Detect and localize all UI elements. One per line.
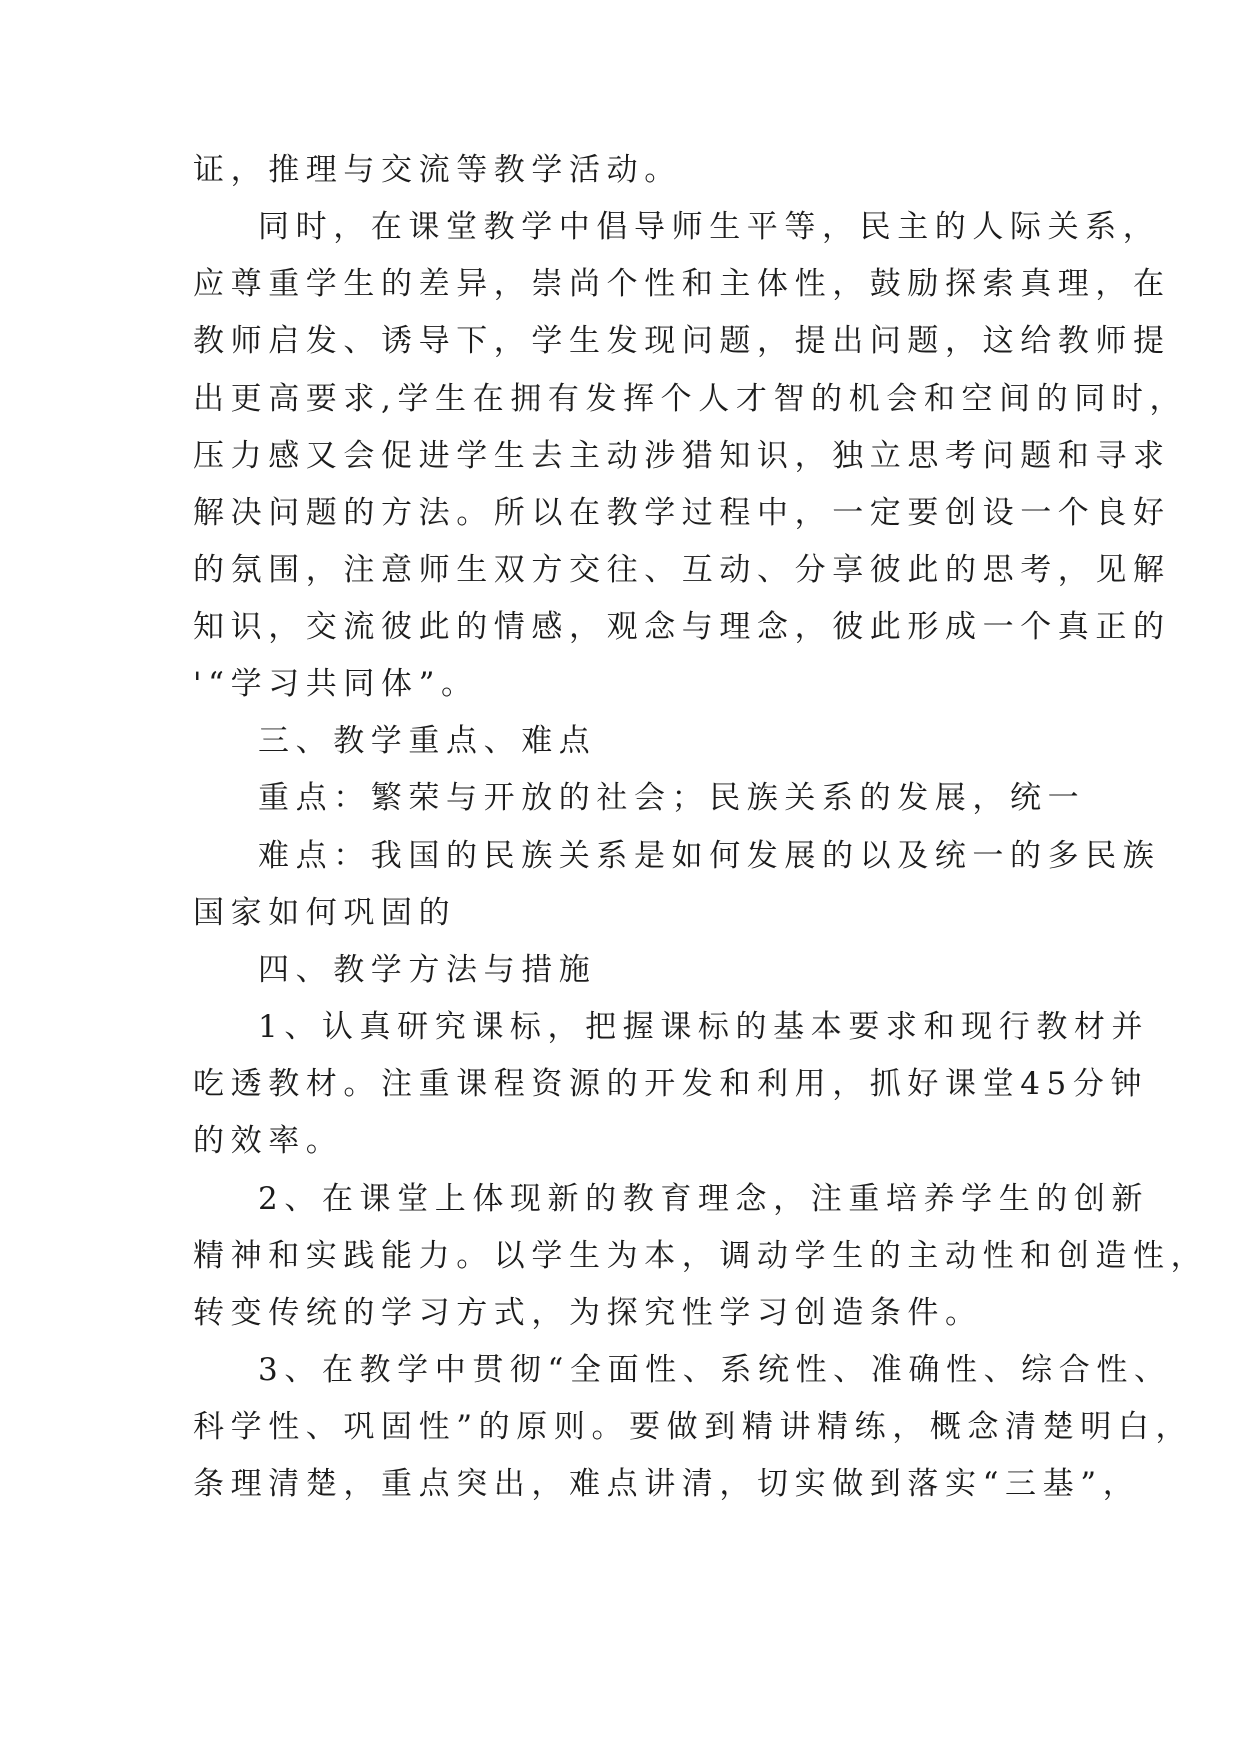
text-line: 解决问题的方法。所以在教学过程中，一定要创设一个良好 [193, 495, 1171, 531]
section-heading: 四、教学方法与措施 [258, 952, 597, 988]
text-line: 教师启发、诱导下，学生发现问题，提出问题，这给教师提 [193, 323, 1171, 359]
text-line: 3、在教学中贯彻“全面性、系统性、准确性、综合性、 [258, 1352, 1172, 1388]
text-line: 的氛围，注意师生双方交往、互动、分享彼此的思考，见解 [193, 552, 1171, 588]
text-line: 的效率。 [193, 1123, 344, 1159]
text-line: 条理清楚，重点突出，难点讲清，切实做到落实“三基”， [193, 1466, 1141, 1502]
text-line: 国家如何巩固的 [193, 895, 457, 931]
text-line: 证，推理与交流等教学活动。 [193, 152, 682, 188]
text-line: 重点：繁荣与开放的社会；民族关系的发展，统一 [258, 780, 1086, 816]
text-line: 科学性、巩固性”的原则。要做到精讲精练，概念清楚明白， [193, 1409, 1194, 1445]
section-heading: 三、教学重点、难点 [258, 723, 597, 759]
text-line: 应尊重学生的差异，崇尚个性和主体性，鼓励探索真理，在 [193, 266, 1171, 302]
text-line: 同时，在课堂教学中倡导师生平等，民主的人际关系， [258, 209, 1161, 245]
text-line: 吃透教材。注重课程资源的开发和利用，抓好课堂45分钟 [193, 1066, 1149, 1102]
text-line: '“学习共同体”。 [193, 666, 479, 702]
text-line: 难点：我国的民族关系是如何发展的以及统一的多民族 [258, 838, 1161, 874]
text-line: 转变传统的学习方式，为探究性学习创造条件。 [193, 1295, 983, 1331]
text-line: 知识，交流彼此的情感，观念与理念，彼此形成一个真正的 [193, 609, 1171, 645]
text-line: 精神和实践能力。以学生为本，调动学生的主动性和创造性， [193, 1238, 1209, 1274]
text-line: 1、认真研究课标，把握课标的基本要求和现行教材并 [258, 1009, 1150, 1045]
text-line: 压力感又会促进学生去主动涉猎知识，独立思考问题和寻求 [193, 438, 1171, 474]
text-line: 出更高要求,学生在拥有发挥个人才智的机会和空间的同时， [193, 381, 1188, 417]
text-line: 2、在课堂上体现新的教育理念，注重培养学生的创新 [258, 1181, 1150, 1217]
